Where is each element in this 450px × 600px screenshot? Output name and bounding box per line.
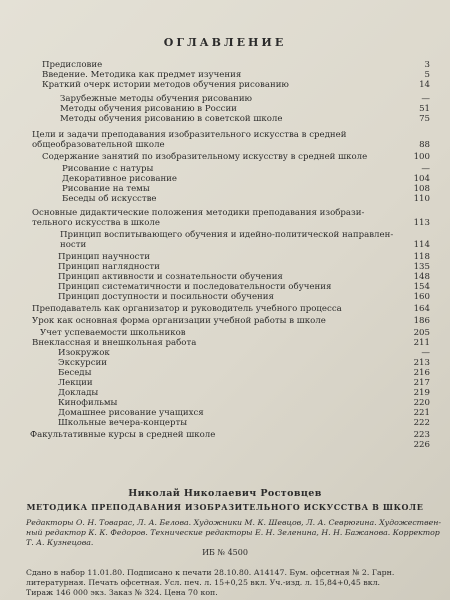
credits-line: ный редактор К. К. Федоров. Технические редакторы Е. Н. Зеленина, Н. Н. Бажанова. Корректор: [26, 528, 440, 537]
toc-entry-page: 104: [413, 174, 430, 184]
toc-entry-page: 221: [413, 408, 430, 418]
toc-entry-page: 220: [413, 398, 430, 408]
toc-entry-page: 226: [413, 440, 430, 450]
credits-line: Редакторы О. Н. Товарас, Л. А. Белова. Художники М. К. Шевцов, Л. А. Севрюгина. Художествен-: [26, 518, 441, 527]
publication-line: литературная. Печать офсетная. Усл. печ. л. 15+0,25 вкл. Уч.-изд. л. 15,84+0,45 вкл.: [26, 578, 381, 587]
toc-entry-page: 100: [413, 152, 430, 162]
toc-entry: [42, 80, 430, 90]
toc-entry-page: —: [421, 94, 430, 104]
toc-entry: [42, 152, 430, 162]
toc-entry-title: Беседы об искусстве: [62, 194, 157, 204]
toc-entry: [58, 282, 430, 292]
toc-entry-title: Принцип доступности и посильности обучения: [58, 292, 274, 302]
toc-entry-title-continued: тельного искусства в школе: [32, 218, 160, 228]
toc-entry-title: Цели и задачи преподавания изобразительного искусства в средней: [32, 130, 347, 140]
toc-entry: [58, 272, 430, 282]
toc-entry-title: Беседы: [58, 368, 92, 378]
publication-line: Сдано в набор 11.01.80. Подписано к печати 28.10.80. А14147. Бум. офсетная № 2. Гарн.: [26, 568, 395, 577]
toc-entry: [60, 104, 430, 114]
toc-entry-page: 108: [413, 184, 430, 194]
toc-heading: ОГЛАВЛЕНИЕ: [163, 36, 287, 49]
toc-entry-title: Преподаватель как организатор и руководитель учебного процесса: [32, 304, 342, 314]
toc-entry-page: 110: [413, 194, 430, 204]
toc-entry-title: Рисование на темы: [62, 184, 150, 194]
toc-entry-page: —: [421, 348, 430, 358]
toc-entry-page: 114: [413, 240, 430, 250]
toc-entry-title: Методы обучения рисованию в советской школе: [60, 114, 283, 124]
toc-entry-title: Методы обучения рисованию в России: [60, 104, 237, 114]
toc-entry: [58, 292, 430, 302]
toc-entry-title: Зарубежные методы обучения рисованию: [60, 94, 253, 104]
toc-entry: [58, 358, 430, 368]
toc-entry-page: 164: [413, 304, 430, 314]
credits-line: Т. А. Кузнецова.: [26, 538, 94, 547]
toc-entry-page: 222: [413, 418, 430, 428]
toc-entry-title: Урок как основная форма организации учебной работы в школе: [32, 316, 326, 326]
toc-entry-title: Лекции: [58, 378, 93, 388]
toc-entry: [58, 388, 430, 398]
toc-entry: [62, 184, 430, 194]
toc-entry-page: 219: [413, 388, 430, 398]
toc-entry-title-continued: общеобразовательной школе: [32, 140, 165, 150]
toc-entry: [32, 304, 430, 314]
toc-entry-page: 217: [413, 378, 430, 388]
toc-entry: [62, 194, 430, 204]
toc-entry-title: Содержание занятий по изобразительному искусству в средней школе: [42, 152, 368, 162]
toc-entry: [58, 252, 430, 262]
toc-entry: [32, 316, 430, 326]
toc-entry-title: Принцип систематичности и последовательности обучения: [58, 282, 332, 292]
toc-entry: [32, 208, 430, 228]
toc-entry-title: Учет успеваемости школьников: [40, 328, 186, 338]
toc-entry-page: 5: [424, 70, 430, 80]
toc-entry-title: Школьные вечера-концерты: [58, 418, 188, 428]
toc-entry-title: Декоративное рисование: [62, 174, 178, 184]
toc-entry-page: 213: [413, 358, 430, 368]
toc-entry: [58, 408, 430, 418]
toc-entry-page: 186: [413, 316, 430, 326]
toc-entry: [32, 338, 430, 348]
toc-entry-title: Факультативные курсы в средней школе: [30, 430, 216, 440]
toc-entry: [62, 164, 430, 174]
toc-entry-title: Предисловие: [42, 60, 103, 70]
toc-entry-page: 154: [413, 282, 430, 292]
toc-entry-title: Домашнее рисование учащихся: [58, 408, 204, 418]
toc-entry-title-continued: ности: [60, 240, 87, 250]
toc-entry: [40, 328, 430, 338]
toc-entry-title: Принцип активности и сознательности обучения: [58, 272, 283, 282]
toc-entry-title: Кинофильмы: [58, 398, 118, 408]
toc-entry: [42, 60, 430, 70]
toc-entry: [32, 130, 430, 150]
toc-entry-page: 14: [419, 80, 430, 90]
book-title: МЕТОДИКА ПРЕПОДАВАНИЯ ИЗОБРАЗИТЕЛЬНОГО ИСКУССТВА В ШКОЛЕ: [26, 502, 424, 512]
toc-entry: [58, 418, 430, 428]
toc-entry-page: 113: [413, 218, 430, 228]
toc-entry-title: Принцип наглядности: [58, 262, 160, 272]
toc-entry: [58, 378, 430, 388]
toc-entry-title: Принцип воспитывающего обучения и идейно-политической направлен-: [60, 230, 394, 240]
toc-entry-title: Доклады: [58, 388, 99, 398]
toc-entry-page: 3: [424, 60, 430, 70]
toc-entry-title: Краткий очерк истории методов обучения рисованию: [42, 80, 289, 90]
toc-entry: [30, 430, 430, 440]
toc-entry-title: Принцип научности: [58, 252, 150, 262]
toc-entry-title: Рисование с натуры: [62, 164, 154, 174]
toc-entry-page: 160: [413, 292, 430, 302]
toc-entry-page: 216: [413, 368, 430, 378]
toc-entry: [58, 348, 430, 358]
toc-entry: [58, 398, 430, 408]
toc-entry: [30, 440, 430, 450]
toc-entry-title: Изокружок: [58, 348, 110, 358]
toc-entry: [58, 262, 430, 272]
toc-entry-page: —: [421, 164, 430, 174]
toc-entry-page: 223: [413, 430, 430, 440]
toc-entry-page: 51: [419, 104, 430, 114]
author-name: Николай Николаевич Ростовцев: [128, 488, 322, 499]
publication-line: Тираж 146 000 экз. Заказ № 324. Цена 70 коп.: [26, 588, 218, 597]
toc-entry: [60, 230, 430, 250]
toc-entry: [60, 94, 430, 104]
toc-entry-page: 211: [413, 338, 430, 348]
toc-entry: [58, 368, 430, 378]
toc-entry-page: 75: [419, 114, 430, 124]
toc-entry-page: 135: [413, 262, 430, 272]
toc-entry-page: 205: [413, 328, 430, 338]
toc-entry: [60, 114, 430, 124]
toc-entry-page: 118: [413, 252, 430, 262]
toc-entry-title: Введение. Методика как предмет изучения: [42, 70, 242, 80]
ib-number: ИБ № 4500: [202, 548, 248, 557]
toc-entry-title: Основные дидактические положения методики преподавания изобрази-: [32, 208, 365, 218]
toc-entry-page: 88: [419, 140, 430, 150]
toc-entry: [62, 174, 430, 184]
toc-entry-title: Внеклассная и внешкольная работа: [32, 338, 197, 348]
toc-entry-page: 148: [413, 272, 430, 282]
toc-entry: [42, 70, 430, 80]
toc-entry-title: Экскурсии: [58, 358, 107, 368]
